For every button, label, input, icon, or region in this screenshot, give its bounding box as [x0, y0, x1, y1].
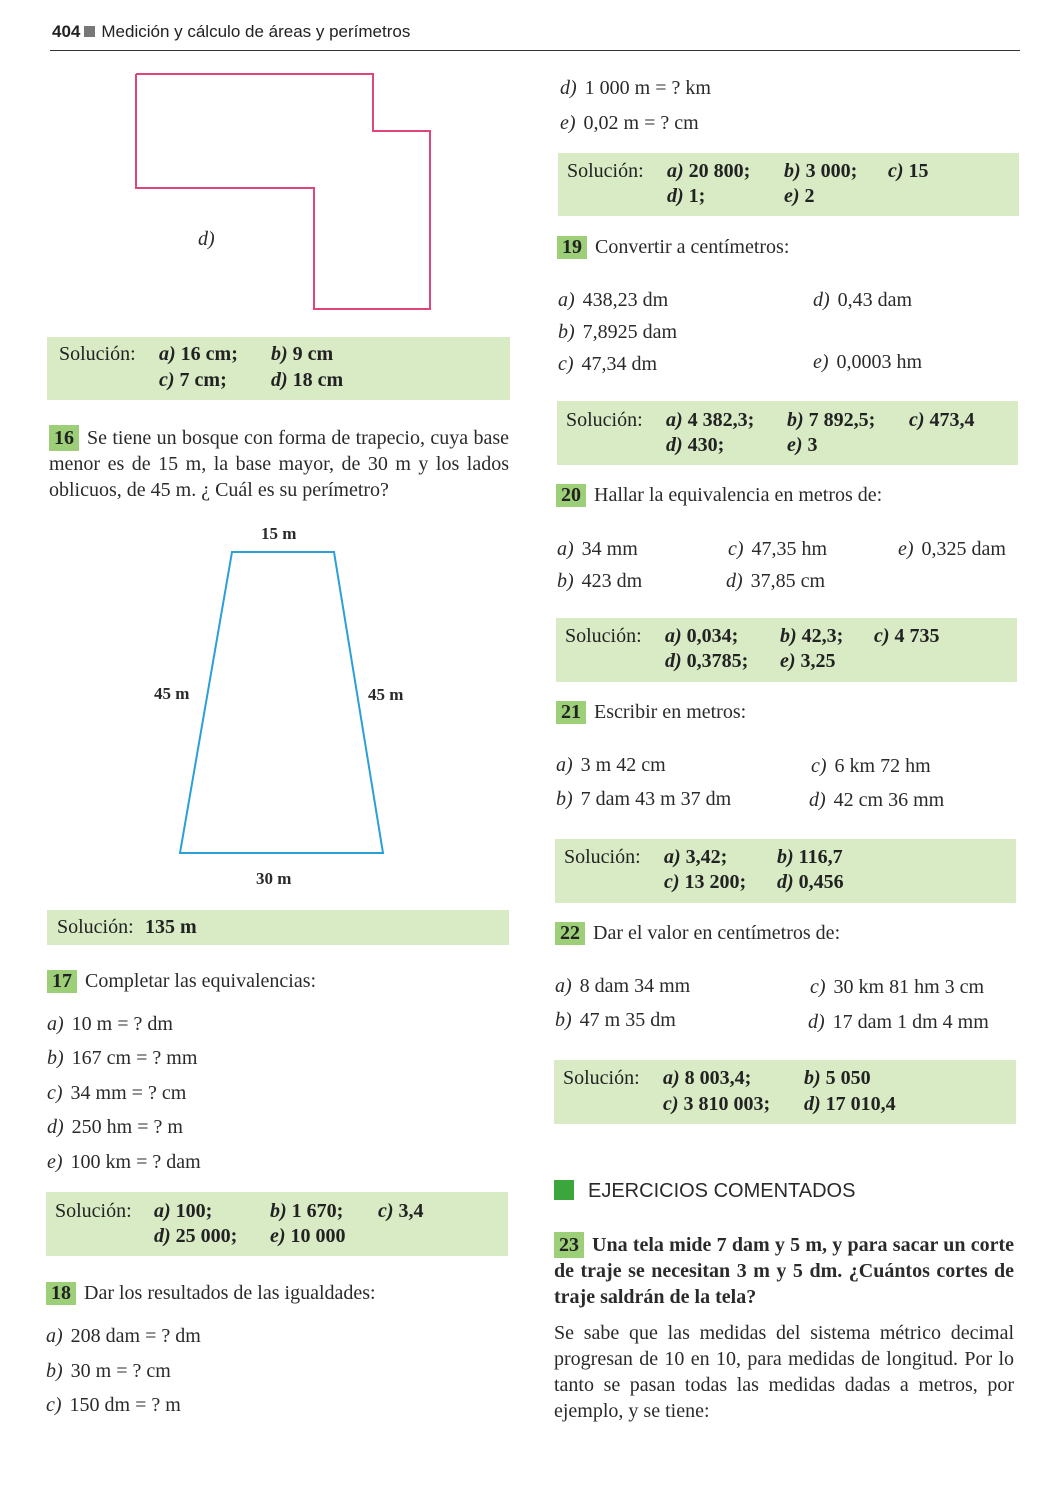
list-item: c) 6 km 72 hm	[811, 755, 931, 777]
question-text: Dar el valor en centímetros de:	[593, 922, 841, 944]
list-item: b) 30 m = ? cm	[46, 1360, 171, 1382]
solution-b: b) 5 050	[804, 1067, 871, 1089]
solution-label: Solución:	[55, 1200, 132, 1222]
solution-box-22	[554, 1060, 1016, 1124]
list-item: c) 150 dm = ? m	[46, 1394, 181, 1416]
question-18	[46, 1282, 376, 1305]
figure-d-polygon	[130, 70, 440, 315]
solution-value: 135 m	[145, 916, 197, 938]
question-number: 23	[554, 1232, 584, 1258]
list-item: d) 37,85 cm	[726, 570, 826, 592]
solution-e: e) 10 000	[270, 1225, 346, 1247]
list-item: e) 100 km = ? dam	[47, 1151, 201, 1173]
solution-c: c) 13 200;	[664, 871, 747, 893]
list-item: c) 34 mm = ? cm	[47, 1082, 187, 1104]
list-item: e) 0,02 m = ? cm	[560, 112, 699, 134]
solution-box-20	[556, 618, 1017, 682]
solution-b: b) 3 000;	[784, 160, 858, 182]
question-number: 19	[557, 236, 587, 259]
list-item: b) 47 m 35 dm	[555, 1009, 676, 1031]
solution-box-19	[557, 401, 1018, 465]
solution-a: a) 16 cm;	[159, 343, 238, 365]
solution-c: c) 15	[888, 160, 929, 182]
solution-e: e) 3	[787, 434, 818, 456]
solution-c: c) 3,4	[378, 1200, 424, 1222]
list-item: e) 0,0003 hm	[813, 351, 923, 373]
page-header	[52, 22, 410, 42]
solution-b: b) 7 892,5;	[787, 409, 876, 431]
list-item: b) 7,8925 dam	[558, 321, 678, 343]
solution-d: d) 1;	[667, 185, 706, 207]
solution-d: d) 25 000;	[154, 1225, 238, 1247]
solution-b: b) 116,7	[777, 846, 843, 868]
solution-label: Solución:	[564, 846, 641, 868]
list-item: c) 30 km 81 hm 3 cm	[810, 976, 985, 998]
list-item: b) 423 dm	[557, 570, 643, 592]
solution-b: b) 1 670;	[270, 1200, 344, 1222]
question-number: 22	[555, 922, 585, 945]
list-item: d) 250 hm = ? m	[47, 1116, 183, 1138]
solution-c: c) 3 810 003;	[663, 1093, 771, 1115]
question-number: 20	[556, 484, 586, 507]
square-icon	[84, 26, 95, 37]
list-item: d) 42 cm 36 mm	[809, 789, 945, 811]
solution-c: c) 7 cm;	[159, 369, 227, 391]
header-rule	[50, 50, 1020, 51]
solution-b: b) 42,3;	[780, 625, 844, 647]
solution-a: a) 100;	[154, 1200, 213, 1222]
section-title: EJERCICIOS COMENTADOS	[588, 1180, 856, 1202]
list-item: a) 438,23 dm	[558, 289, 669, 311]
list-item: d) 17 dam 1 dm 4 mm	[808, 1011, 989, 1033]
list-item: b) 167 cm = ? mm	[47, 1047, 198, 1069]
solution-box-16	[47, 910, 509, 945]
solution-c: c) 4 735	[874, 625, 940, 647]
list-item: e) 0,325 dam	[898, 538, 1006, 560]
question-20	[556, 484, 882, 507]
list-item: a) 208 dam = ? dm	[46, 1325, 201, 1347]
solution-e: e) 2	[784, 185, 815, 207]
solution-a: a) 20 800;	[667, 160, 751, 182]
question-number: 17	[47, 970, 77, 993]
solution-d: d) 430;	[666, 434, 725, 456]
question-23	[554, 1232, 1014, 1310]
solution-b: b) 9 cm	[271, 343, 334, 365]
list-item: d) 1 000 m = ? km	[560, 77, 711, 99]
solution-a: a) 4 382,3;	[666, 409, 755, 431]
solution-label: Solución:	[566, 409, 643, 431]
question-text: Convertir a centímetros:	[595, 236, 790, 258]
question-19	[557, 236, 789, 259]
solution-box-18	[558, 153, 1019, 216]
list-item: c) 47,35 hm	[728, 538, 828, 560]
question-text: Una tela mide 7 dam y 5 m, y para sacar un corte de traje se necesitan 3 m y 5 dm. ¿Cuántos cortes de traje saldrán de la tela?	[554, 1234, 1014, 1308]
question-number: 21	[556, 701, 586, 724]
explanation-paragraph: Se sabe que las medidas del sistema métrico decimal progresan de 10 en 10, para medidas de longitud. Por lo tanto se pasan todas las medidas dadas a metros, por ejemplo, y se tiene:	[554, 1322, 1014, 1422]
figure-d-label: d)	[198, 228, 215, 250]
solution-a: a) 8 003,4;	[663, 1067, 752, 1089]
solution-box-15	[47, 337, 510, 400]
solution-label: Solución:	[57, 916, 134, 938]
list-item: a) 3 m 42 cm	[556, 754, 666, 776]
solution-label: Solución:	[567, 160, 644, 182]
question-text: Dar los resultados de las igualdades:	[84, 1282, 376, 1304]
solution-label: Solución:	[59, 343, 136, 365]
list-item: a) 10 m = ? dm	[47, 1013, 173, 1035]
question-text: Escribir en metros:	[594, 701, 747, 723]
list-item: a) 34 mm	[557, 538, 638, 560]
question-17	[47, 970, 316, 993]
section-heading	[554, 1180, 855, 1203]
solution-d: d) 0,456	[777, 871, 844, 893]
solution-label: Solución:	[565, 625, 642, 647]
trapezoid-right-label: 45 m	[368, 685, 404, 704]
solution-a: a) 3,42;	[664, 846, 728, 868]
chapter-title: Medición y cálculo de áreas y perímetros	[101, 22, 411, 41]
solution-box-21	[555, 839, 1016, 903]
question-text: Completar las equivalencias:	[85, 970, 317, 992]
solution-box-17	[46, 1192, 508, 1256]
trapezoid-bottom-label: 30 m	[256, 869, 292, 888]
page-number: 404	[52, 22, 81, 41]
list-item: a) 8 dam 34 mm	[555, 975, 691, 997]
solution-label: Solución:	[563, 1067, 640, 1089]
solution-a: a) 0,034;	[665, 625, 739, 647]
list-item: b) 7 dam 43 m 37 dm	[556, 788, 732, 810]
solution-d: d) 18 cm	[271, 369, 344, 391]
solution-d: d) 17 010,4	[804, 1093, 896, 1115]
question-text: Se tiene un bosque con forma de trapecio, cuya base menor es de 15 m, la base mayor, de 30 m y los lados oblicuos, de 45 m. ¿ Cuál es su perímetro?	[49, 427, 509, 501]
trapezoid-top-label: 15 m	[261, 524, 297, 543]
green-square-icon	[554, 1180, 574, 1200]
question-number: 18	[46, 1282, 76, 1305]
question-text: Hallar la equivalencia en metros de:	[594, 484, 883, 506]
trapezoid-figure	[170, 545, 395, 860]
question-21	[556, 701, 746, 724]
list-item: c) 47,34 dm	[558, 353, 658, 375]
solution-e: e) 3,25	[780, 650, 836, 672]
list-item: d) 0,43 dam	[813, 289, 913, 311]
question-22	[555, 922, 840, 945]
question-number: 16	[49, 425, 79, 451]
trapezoid-left-label: 45 m	[154, 684, 190, 703]
solution-d: d) 0,3785;	[665, 650, 749, 672]
question-16	[49, 425, 509, 503]
solution-c: c) 473,4	[909, 409, 975, 431]
